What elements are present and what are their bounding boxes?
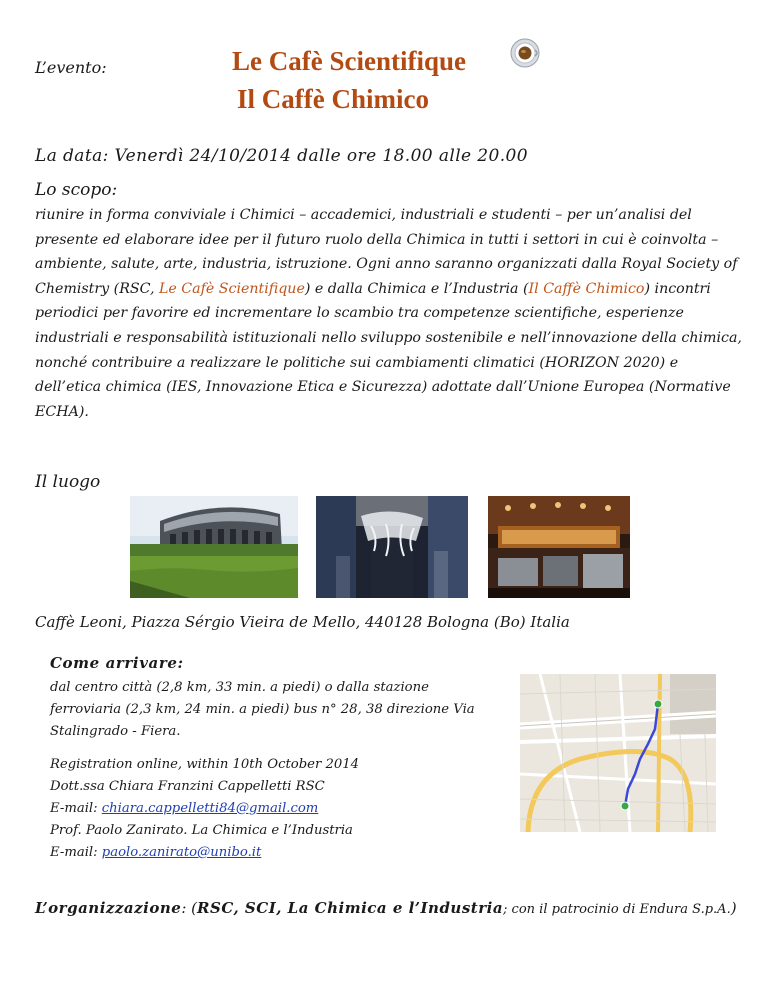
route-map xyxy=(520,674,716,832)
email-label: E-mail: xyxy=(50,845,102,860)
venue-address: Caffè Leoni, Piazza Sérgio Vieira de Mello, 440128 Bologna (Bo) Italia xyxy=(35,613,570,631)
directions-line-3: Stalingrado - Fiera. xyxy=(50,724,181,739)
email-label: E-mail: xyxy=(50,801,102,816)
event-label: L’evento: xyxy=(35,58,107,77)
venue-interior-photo xyxy=(316,496,468,598)
email-link-paolo[interactable]: paolo.zanirato@unibo.it xyxy=(101,845,262,860)
venue-bar-photo xyxy=(488,496,630,598)
directions-line-2: ferroviaria (2,3 km, 24 min. a piedi) bus n° 28, 38 direzione Via xyxy=(50,702,475,717)
scope-heading: Lo scopo: xyxy=(35,180,118,200)
contact-name-2: Prof. Paolo Zanirato. La Chimica e l’Industria xyxy=(50,823,353,838)
contact-name-1: Dott.ssa Chiara Franzini Cappelletti RSC xyxy=(50,779,325,794)
organization-names: RSC, SCI, La Chimica e l’Industria xyxy=(197,899,504,917)
coffee-cup-icon xyxy=(510,38,540,68)
directions-line-1: dal centro città (2,8 km, 33 min. a piedi) o dalla stazione xyxy=(50,680,429,695)
registration-deadline: Registration online, within 10th October 2014 xyxy=(50,757,360,772)
organization-patronage: ; con il patrocinio di Endura S.p.A. xyxy=(503,902,731,917)
organization-separator: : ( xyxy=(181,899,198,917)
event-date: La data: Venerdì 24/10/2014 dalle ore 18.00 alle 20.00 xyxy=(35,146,528,166)
venue-exterior-photo xyxy=(130,496,298,598)
scope-paragraph xyxy=(35,203,745,424)
directions-heading: Come arrivare: xyxy=(50,654,184,672)
event-title-line1: Le Cafè Scientifique xyxy=(232,46,466,76)
event-title-line2: Il Caffè Chimico xyxy=(237,84,429,114)
scope-text-2: ) e dalla Chimica e l’Industria ( xyxy=(304,280,529,297)
organization-close: ) xyxy=(730,899,737,917)
scope-highlight-caffe-chimico: Il Caffè Chimico xyxy=(528,280,645,297)
registration-block xyxy=(50,754,510,864)
directions-text xyxy=(50,677,500,743)
organization-line xyxy=(35,899,737,917)
scope-text-1: riunire in forma conviviale i Chimici – accademici, industriali e studenti – per un’analisi del presente ed elaborare idee per il futuro ruolo della Chimica in tutti i settori in cui è coinvolta – ambiente, salute, arte, industria, istruzione. Ogni anno saranno organizzati dalla Royal Society of Chemistry (RSC, xyxy=(35,207,738,297)
contact-email-row-1 xyxy=(50,798,510,820)
scope-text-3: ) incontri periodici per favorire ed incrementare lo scambio tra competenze scientifiche, esperienze industriali e responsabilità istituzionali nello sviluppo sostenibile e nell’innovazione della chimica, nonché contribuire a realizzare le politiche sui cambiamenti climatici (HORIZON 2020) e dell’etica chimica (IES, Innovazione Etica e Sicurezza) adottate dall’Unione Europea (Normative ECHA). xyxy=(35,280,742,420)
contact-email-row-2 xyxy=(50,842,510,864)
place-heading: Il luogo xyxy=(35,472,101,492)
organization-label: L’organizzazione xyxy=(35,899,182,917)
scope-highlight-cafe-scientifique: Le Cafè Scientifique xyxy=(158,280,305,297)
email-link-chiara[interactable]: chiara.cappelletti84@gmail.com xyxy=(101,801,319,816)
